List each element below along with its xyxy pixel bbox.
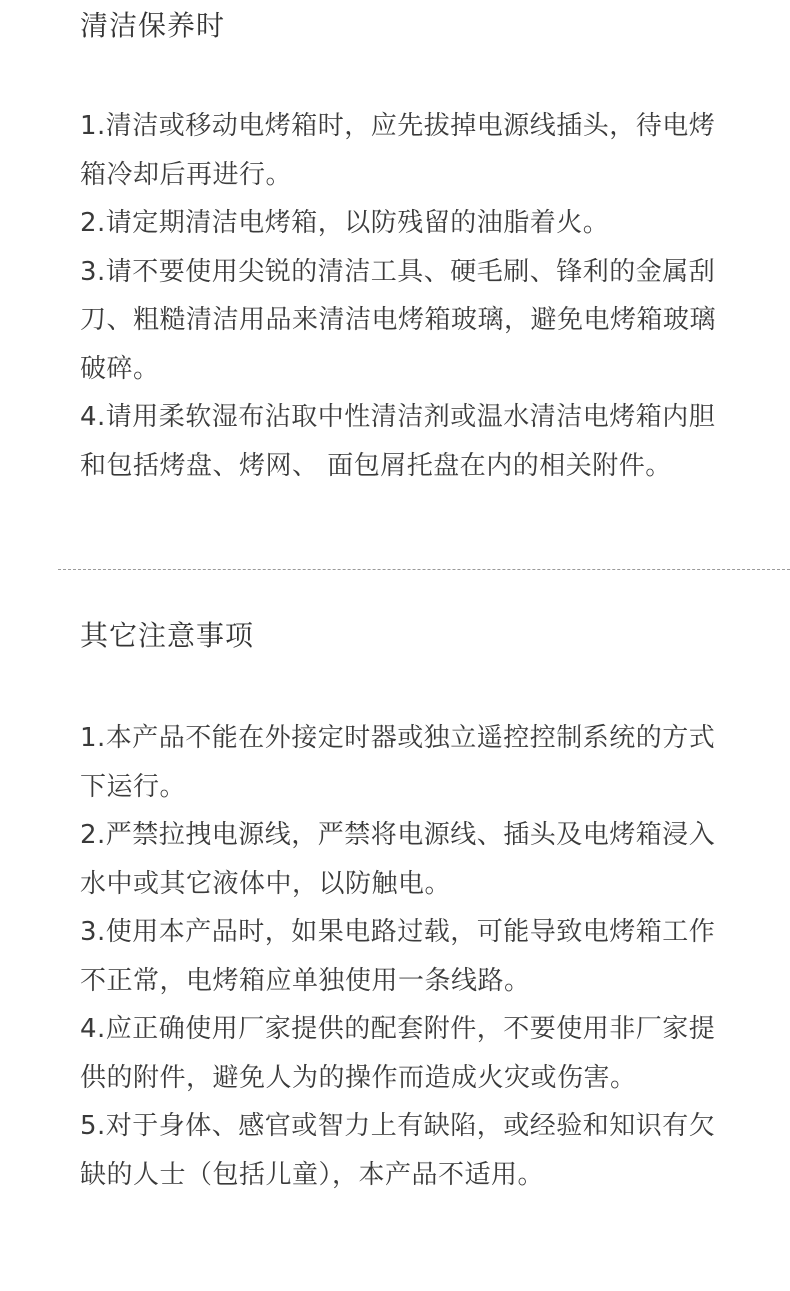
list-item: 4.应正确使用厂家提供的配套附件，不要使用非厂家提供的附件，避免人为的操作而造成火灾或伤害。 xyxy=(80,1014,716,1093)
other-notes-list xyxy=(80,714,720,1199)
other-notes-section xyxy=(80,616,720,1199)
list-item: 4.请用柔软湿布沾取中性清洁剂或温水清洁电烤箱内胆和包括烤盘、烤网、 面包屑托盘在内的相关附件。 xyxy=(80,402,716,481)
list-item: 3.请不要使用尖锐的清洁工具、硬毛刷、锋利的金属刮刀、粗糙清洁用品来清洁电烤箱玻璃，避免电烤箱玻璃破碎。 xyxy=(80,256,717,384)
cleaning-list xyxy=(80,102,720,490)
section-title-other-notes: 其它注意事项 xyxy=(80,619,255,652)
section-title-cleaning: 清洁保养时 xyxy=(80,9,226,42)
list-item: 1.本产品不能在外接定时器或独立遥控控制系统的方式下运行。 xyxy=(80,723,716,802)
cleaning-section xyxy=(80,6,720,490)
list-item: 2.请定期清洁电烤箱，以防残留的油脂着火。 xyxy=(80,208,610,238)
list-item: 2.严禁拉拽电源线，严禁将电源线、插头及电烤箱浸入水中或其它液体中，以防触电。 xyxy=(80,820,716,899)
list-item: 1.清洁或移动电烤箱时，应先拔掉电源线插头，待电烤箱冷却后再进行。 xyxy=(80,111,716,190)
dashed-divider xyxy=(58,569,790,570)
list-item: 3.使用本产品时，如果电路过载，可能导致电烤箱工作不正常，电烤箱应单独使用一条线路。 xyxy=(80,917,716,996)
list-item: 5.对于身体、感官或智力上有缺陷，或经验和知识有欠缺的人士（包括儿童），本产品不适用。 xyxy=(80,1111,716,1190)
